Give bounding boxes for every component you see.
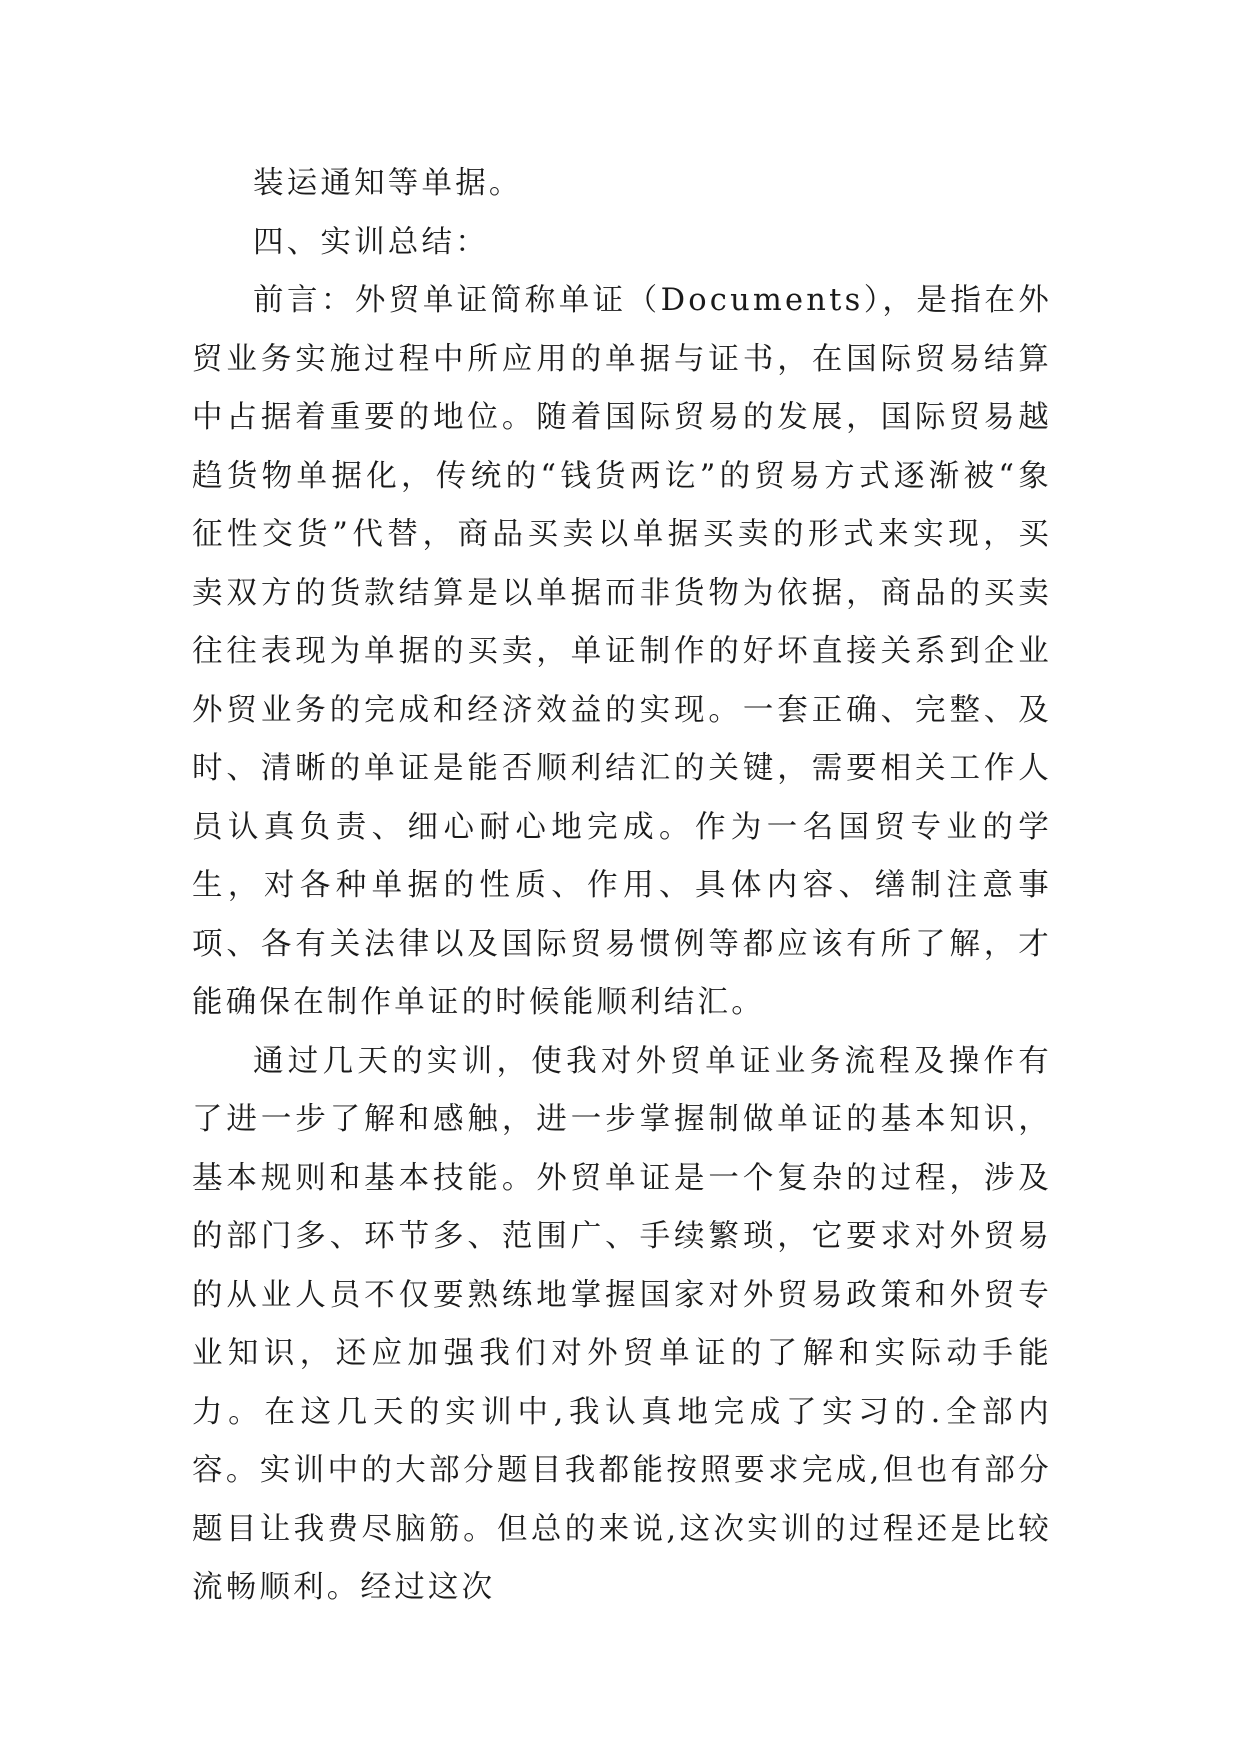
section-heading-summary: 四、实训总结： — [253, 224, 489, 260]
paragraph-preface: 前言：外贸单证简称单证（Documents），是指在外贸业务实施过程中所应用的单据与证书，在国际贸易结算中占据着重要的地位。随着国际贸易的发展，国际贸易越趋货物单据化，传统的“钱货两讫”的贸易方式逐渐被“象征性交货”代替，商品买卖以单据买卖的形式来实现，买卖双方的货款结算是以单据而非货物为依据，商品的买卖往往表现为单据的买卖，单证制作的好坏直接关系到企业外贸业务的完成和经济效益的实现。一套正确、完整、及时、清晰的单证是能否顺利结汇的关键，需要相关工作人员认真负责、细心耐心地完成。作为一名国贸专业的学生，对各种单据的性质、作用、具体内容、缮制注意事项、各有关法律以及国际贸易惯例等都应该有所了解，才能确保在制作单证的时候能顺利结汇。 — [192, 283, 1052, 1020]
paragraph-shipping-notice: 装运通知等单据。 — [253, 166, 523, 201]
paragraph-training-reflection: 通过几天的实训，使我对外贸单证业务流程及操作有了进一步了解和感触，进一步掌握制做单证的基本知识，基本规则和基本技能。外贸单证是一个复杂的过程，涉及的部门多、环节多、范围广、手续繁琐，它要求对外贸易的从业人员不仅要熟练地掌握国家对外贸易政策和外贸专业知识，还应加强我们对外贸单证的了解和实际动手能力。在这几天的实训中,我认真地完成了实习的.全部内容。实训中的大部分题目我都能按照要求完成,但也有部分题目让我费尽脑筋。但总的来说,这次实训的过程还是比较流畅顺利。经过这次 — [192, 1043, 1052, 1605]
document-body — [192, 155, 1052, 1618]
